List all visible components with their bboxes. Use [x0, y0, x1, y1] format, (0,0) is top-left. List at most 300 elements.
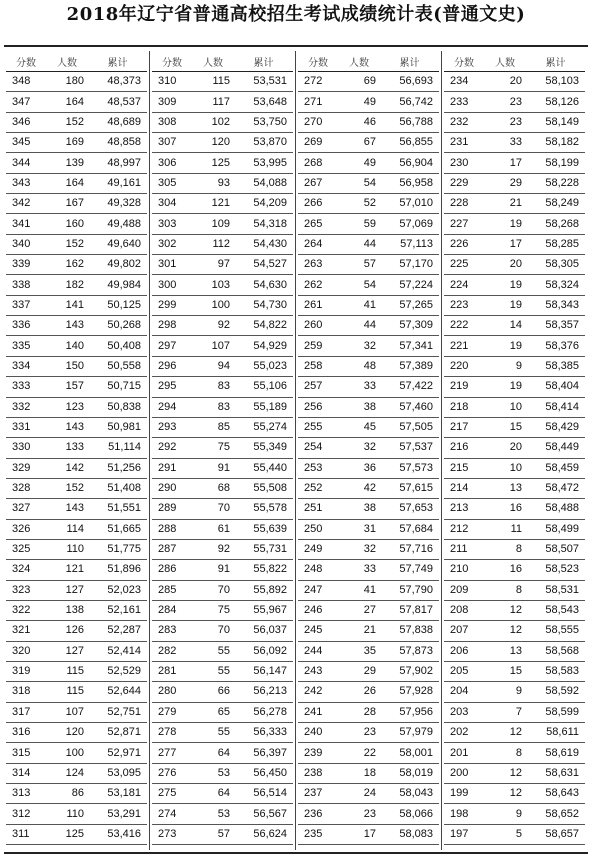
count-cell: 121	[46, 560, 88, 580]
table-row	[6, 763, 147, 783]
cumulative-cell: 57,956	[380, 702, 439, 722]
count-cell: 35	[338, 641, 380, 661]
cumulative-cell: 52,023	[88, 580, 147, 600]
cumulative-cell: 58,001	[380, 743, 439, 763]
cumulative-cell: 56,567	[234, 804, 293, 824]
score-block-3	[298, 51, 439, 845]
score-cell: 269	[298, 133, 338, 153]
count-cell: 32	[338, 336, 380, 356]
table-row	[444, 478, 585, 498]
table-row	[298, 458, 439, 478]
count-cell: 9	[484, 682, 526, 702]
cumulative-cell: 57,069	[380, 214, 439, 234]
count-cell: 15	[484, 417, 526, 437]
score-cell: 339	[6, 255, 46, 275]
cumulative-cell: 57,838	[380, 621, 439, 641]
score-cell: 334	[6, 356, 46, 376]
score-cell: 322	[6, 600, 46, 620]
table-row	[444, 356, 585, 376]
score-cell: 263	[298, 255, 338, 275]
score-cell: 344	[6, 153, 46, 173]
cumulative-cell: 51,551	[88, 499, 147, 519]
cumulative-cell: 57,113	[380, 234, 439, 254]
cumulative-cell: 58,083	[380, 824, 439, 844]
cumulative-cell: 53,416	[88, 824, 147, 844]
cumulative-cell: 58,631	[526, 763, 585, 783]
table-row	[6, 173, 147, 193]
header-cumulative: 累计	[234, 51, 293, 72]
cumulative-cell: 58,249	[526, 194, 585, 214]
score-cell: 207	[444, 621, 484, 641]
cumulative-cell: 53,291	[88, 804, 147, 824]
cumulative-cell: 57,309	[380, 316, 439, 336]
table-row	[152, 397, 293, 417]
cumulative-cell: 58,523	[526, 560, 585, 580]
cumulative-cell: 58,507	[526, 539, 585, 559]
count-cell: 17	[484, 153, 526, 173]
score-cell: 336	[6, 316, 46, 336]
count-cell: 54	[338, 173, 380, 193]
score-cell: 348	[6, 72, 46, 92]
cumulative-cell: 55,023	[234, 356, 293, 376]
table-row	[152, 519, 293, 539]
score-cell: 211	[444, 539, 484, 559]
table-row	[298, 478, 439, 498]
score-cell: 268	[298, 153, 338, 173]
table-row	[152, 377, 293, 397]
cumulative-cell: 56,788	[380, 112, 439, 132]
table-row	[298, 824, 439, 844]
cumulative-cell: 48,858	[88, 133, 147, 153]
cumulative-cell: 54,209	[234, 194, 293, 214]
score-cell: 299	[152, 295, 192, 315]
score-cell: 248	[298, 560, 338, 580]
count-cell: 44	[338, 234, 380, 254]
header-score: 分数	[444, 51, 484, 72]
cumulative-cell: 58,429	[526, 417, 585, 437]
table-row	[444, 295, 585, 315]
cumulative-cell: 51,114	[88, 438, 147, 458]
table-row	[298, 133, 439, 153]
table-row	[444, 438, 585, 458]
score-cell: 324	[6, 560, 46, 580]
table-row	[298, 397, 439, 417]
cumulative-cell: 52,751	[88, 702, 147, 722]
table-row	[152, 723, 293, 743]
score-cell: 273	[152, 824, 192, 844]
table-row	[152, 173, 293, 193]
cumulative-cell: 56,147	[234, 661, 293, 681]
count-cell: 17	[484, 234, 526, 254]
table-row	[6, 194, 147, 214]
score-cell: 254	[298, 438, 338, 458]
table-row	[298, 539, 439, 559]
table-row	[6, 661, 147, 681]
score-cell: 236	[298, 804, 338, 824]
score-cell: 251	[298, 499, 338, 519]
cumulative-cell: 57,573	[380, 458, 439, 478]
count-cell: 141	[46, 295, 88, 315]
table-row	[444, 580, 585, 600]
cumulative-cell: 58,126	[526, 92, 585, 112]
count-cell: 38	[338, 499, 380, 519]
score-cell: 234	[444, 72, 484, 92]
table-row	[152, 784, 293, 804]
count-cell: 167	[46, 194, 88, 214]
score-cell: 249	[298, 539, 338, 559]
score-cell: 255	[298, 417, 338, 437]
count-cell: 28	[338, 702, 380, 722]
score-cell: 332	[6, 397, 46, 417]
cumulative-cell: 49,488	[88, 214, 147, 234]
count-cell: 85	[192, 417, 234, 437]
header-count: 人数	[484, 51, 526, 72]
score-cell: 331	[6, 417, 46, 437]
count-cell: 70	[192, 499, 234, 519]
page-title: 2018年辽宁省普通高校招生考试成绩统计表(普通文史)	[66, 4, 526, 25]
table-row	[444, 194, 585, 214]
count-cell: 8	[484, 743, 526, 763]
count-cell: 127	[46, 580, 88, 600]
score-cell: 204	[444, 682, 484, 702]
count-cell: 19	[484, 275, 526, 295]
table-row	[444, 560, 585, 580]
table-row	[444, 682, 585, 702]
count-cell: 29	[338, 661, 380, 681]
cumulative-cell: 58,199	[526, 153, 585, 173]
cumulative-cell: 49,328	[88, 194, 147, 214]
table-row	[152, 72, 293, 92]
count-cell: 7	[484, 702, 526, 722]
table-row	[152, 255, 293, 275]
cumulative-cell: 58,268	[526, 214, 585, 234]
score-cell: 257	[298, 377, 338, 397]
table-row	[298, 92, 439, 112]
score-cell: 238	[298, 763, 338, 783]
count-cell: 17	[338, 824, 380, 844]
cumulative-cell: 50,838	[88, 397, 147, 417]
table-row	[152, 458, 293, 478]
table-row	[298, 356, 439, 376]
score-cell: 288	[152, 519, 192, 539]
table-row	[298, 580, 439, 600]
cumulative-cell: 57,684	[380, 519, 439, 539]
table-row	[444, 723, 585, 743]
count-cell: 142	[46, 458, 88, 478]
count-cell: 19	[484, 295, 526, 315]
count-cell: 9	[484, 356, 526, 376]
count-cell: 5	[484, 824, 526, 844]
score-cell: 203	[444, 702, 484, 722]
count-cell: 91	[192, 560, 234, 580]
count-cell: 140	[46, 336, 88, 356]
count-cell: 133	[46, 438, 88, 458]
score-cell: 305	[152, 173, 192, 193]
cumulative-cell: 54,822	[234, 316, 293, 336]
count-cell: 53	[192, 763, 234, 783]
cumulative-cell: 58,149	[526, 112, 585, 132]
score-cell: 210	[444, 560, 484, 580]
score-cell: 347	[6, 92, 46, 112]
count-cell: 21	[338, 621, 380, 641]
score-cell: 330	[6, 438, 46, 458]
table-row	[6, 316, 147, 336]
cumulative-cell: 51,256	[88, 458, 147, 478]
table-row	[6, 499, 147, 519]
count-cell: 38	[338, 397, 380, 417]
score-cell: 252	[298, 478, 338, 498]
table-row	[298, 763, 439, 783]
count-cell: 107	[46, 702, 88, 722]
table-row	[298, 682, 439, 702]
table-row	[152, 275, 293, 295]
score-cell: 218	[444, 397, 484, 417]
header-row	[6, 51, 147, 72]
count-cell: 12	[484, 784, 526, 804]
table-row	[6, 458, 147, 478]
count-cell: 70	[192, 580, 234, 600]
cumulative-cell: 58,657	[526, 824, 585, 844]
count-cell: 31	[338, 519, 380, 539]
table-row	[444, 255, 585, 275]
score-table	[6, 51, 147, 845]
cumulative-cell: 55,274	[234, 417, 293, 437]
table-row	[6, 356, 147, 376]
score-cell: 224	[444, 275, 484, 295]
table-row	[6, 397, 147, 417]
count-cell: 70	[192, 621, 234, 641]
score-cell: 232	[444, 112, 484, 132]
table-row	[152, 499, 293, 519]
count-cell: 8	[484, 539, 526, 559]
count-cell: 83	[192, 377, 234, 397]
score-cell: 256	[298, 397, 338, 417]
header-count: 人数	[192, 51, 234, 72]
score-cell: 341	[6, 214, 46, 234]
score-cell: 319	[6, 661, 46, 681]
score-cell: 262	[298, 275, 338, 295]
score-cell: 260	[298, 316, 338, 336]
count-cell: 103	[192, 275, 234, 295]
table-row	[298, 702, 439, 722]
count-cell: 139	[46, 153, 88, 173]
score-block-1	[6, 51, 147, 845]
count-cell: 27	[338, 600, 380, 620]
cumulative-cell: 58,066	[380, 804, 439, 824]
count-cell: 13	[484, 641, 526, 661]
count-cell: 121	[192, 194, 234, 214]
count-cell: 83	[192, 397, 234, 417]
score-cell: 228	[444, 194, 484, 214]
table-row	[444, 824, 585, 844]
score-cell: 274	[152, 804, 192, 824]
table-row	[444, 173, 585, 193]
cumulative-cell: 58,459	[526, 458, 585, 478]
table-row	[6, 336, 147, 356]
cumulative-cell: 58,385	[526, 356, 585, 376]
score-cell: 220	[444, 356, 484, 376]
count-cell: 32	[338, 539, 380, 559]
count-cell: 23	[484, 112, 526, 132]
score-cell: 291	[152, 458, 192, 478]
count-cell: 92	[192, 316, 234, 336]
table-row	[152, 356, 293, 376]
score-cell: 271	[298, 92, 338, 112]
score-cell: 318	[6, 682, 46, 702]
score-cell: 337	[6, 295, 46, 315]
cumulative-cell: 56,514	[234, 784, 293, 804]
score-cell: 216	[444, 438, 484, 458]
table-row	[298, 112, 439, 132]
cumulative-cell: 57,615	[380, 478, 439, 498]
score-cell: 205	[444, 661, 484, 681]
cumulative-cell: 57,653	[380, 499, 439, 519]
score-cell: 342	[6, 194, 46, 214]
cumulative-cell: 58,652	[526, 804, 585, 824]
table-row	[6, 112, 147, 132]
table-row	[152, 417, 293, 437]
count-cell: 110	[46, 539, 88, 559]
table-row	[444, 458, 585, 478]
score-cell: 209	[444, 580, 484, 600]
table-row	[298, 417, 439, 437]
table-row	[152, 214, 293, 234]
cumulative-cell: 57,265	[380, 295, 439, 315]
count-cell: 41	[338, 580, 380, 600]
table-row	[444, 275, 585, 295]
count-cell: 9	[484, 804, 526, 824]
score-cell: 335	[6, 336, 46, 356]
score-cell: 244	[298, 641, 338, 661]
header-count: 人数	[338, 51, 380, 72]
score-cell: 231	[444, 133, 484, 153]
score-cell: 261	[298, 295, 338, 315]
score-cell: 329	[6, 458, 46, 478]
table-row	[152, 112, 293, 132]
table-row	[152, 580, 293, 600]
cumulative-cell: 56,624	[234, 824, 293, 844]
table-row	[298, 743, 439, 763]
count-cell: 20	[484, 438, 526, 458]
count-cell: 24	[338, 784, 380, 804]
bottom-rule	[4, 852, 588, 854]
cumulative-cell: 55,967	[234, 600, 293, 620]
count-cell: 57	[192, 824, 234, 844]
cumulative-cell: 58,414	[526, 397, 585, 417]
count-cell: 150	[46, 356, 88, 376]
table-row	[6, 133, 147, 153]
cumulative-cell: 57,716	[380, 539, 439, 559]
table-row	[444, 600, 585, 620]
table-row	[444, 316, 585, 336]
score-cell: 235	[298, 824, 338, 844]
count-cell: 92	[192, 539, 234, 559]
count-cell: 94	[192, 356, 234, 376]
cumulative-cell: 58,182	[526, 133, 585, 153]
score-cell: 208	[444, 600, 484, 620]
cumulative-cell: 53,750	[234, 112, 293, 132]
header-score: 分数	[298, 51, 338, 72]
score-cell: 240	[298, 723, 338, 743]
score-cell: 253	[298, 458, 338, 478]
table-row	[298, 194, 439, 214]
table-row	[6, 682, 147, 702]
cumulative-cell: 54,730	[234, 295, 293, 315]
table-row	[152, 316, 293, 336]
table-row	[6, 255, 147, 275]
cumulative-cell: 48,689	[88, 112, 147, 132]
table-row	[444, 377, 585, 397]
score-cell: 227	[444, 214, 484, 234]
table-row	[6, 153, 147, 173]
table-row	[6, 234, 147, 254]
cumulative-cell: 57,979	[380, 723, 439, 743]
count-cell: 115	[46, 661, 88, 681]
count-cell: 65	[192, 702, 234, 722]
cumulative-cell: 58,404	[526, 377, 585, 397]
table-row	[152, 194, 293, 214]
count-cell: 180	[46, 72, 88, 92]
cumulative-cell: 52,287	[88, 621, 147, 641]
score-cell: 229	[444, 173, 484, 193]
count-cell: 152	[46, 112, 88, 132]
table-row	[298, 255, 439, 275]
cumulative-cell: 55,508	[234, 478, 293, 498]
count-cell: 109	[192, 214, 234, 234]
table-row	[298, 560, 439, 580]
header-row	[444, 51, 585, 72]
cumulative-cell: 57,422	[380, 377, 439, 397]
cumulative-cell: 57,873	[380, 641, 439, 661]
score-cell: 246	[298, 600, 338, 620]
cumulative-cell: 57,928	[380, 682, 439, 702]
score-cell: 214	[444, 478, 484, 498]
count-cell: 100	[46, 743, 88, 763]
cumulative-cell: 57,902	[380, 661, 439, 681]
cumulative-cell: 57,749	[380, 560, 439, 580]
score-cell: 270	[298, 112, 338, 132]
score-cell: 223	[444, 295, 484, 315]
table-row	[152, 804, 293, 824]
table-row	[298, 377, 439, 397]
table-row	[152, 539, 293, 559]
count-cell: 49	[338, 153, 380, 173]
count-cell: 20	[484, 255, 526, 275]
score-cell: 219	[444, 377, 484, 397]
table-row	[6, 72, 147, 92]
score-cell: 289	[152, 499, 192, 519]
count-cell: 91	[192, 458, 234, 478]
count-cell: 162	[46, 255, 88, 275]
score-cell: 298	[152, 316, 192, 336]
table-row	[152, 824, 293, 844]
count-cell: 48	[338, 356, 380, 376]
score-cell: 310	[152, 72, 192, 92]
count-cell: 12	[484, 723, 526, 743]
count-cell: 23	[484, 92, 526, 112]
table-row	[6, 377, 147, 397]
cumulative-cell: 54,430	[234, 234, 293, 254]
table-row	[444, 804, 585, 824]
count-cell: 15	[484, 661, 526, 681]
table-row	[298, 641, 439, 661]
score-cell: 308	[152, 112, 192, 132]
score-cell: 313	[6, 784, 46, 804]
score-cell: 222	[444, 316, 484, 336]
count-cell: 10	[484, 397, 526, 417]
score-cell: 281	[152, 661, 192, 681]
score-cell: 217	[444, 417, 484, 437]
